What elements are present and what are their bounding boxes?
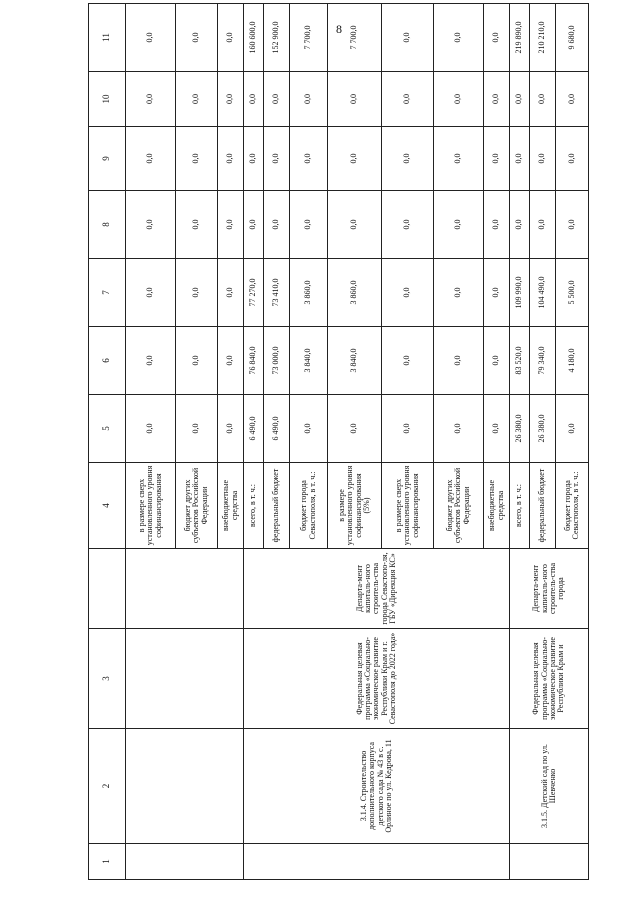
value-cell: 0,0: [244, 127, 264, 191]
value-cell: 7 700,0: [328, 4, 382, 72]
value-cell: 0,0: [530, 191, 556, 259]
page-number: 8: [336, 22, 342, 36]
value-cell: 83 520,0: [510, 327, 530, 395]
header-cell-2: 2: [89, 729, 126, 844]
value-cell: 6 490,0: [244, 395, 264, 463]
value-cell: 7 700,0: [290, 4, 328, 72]
value-cell: 0,0: [176, 395, 218, 463]
value-cell: 0,0: [328, 127, 382, 191]
value-cell: 0,0: [218, 72, 244, 127]
value-cell: 0,0: [264, 191, 290, 259]
value-cell: 79 340,0: [530, 327, 556, 395]
value-cell: 0,0: [484, 4, 510, 72]
number-cell: [244, 844, 510, 880]
number-cell: [126, 844, 244, 880]
funding-source-cell: всего, в т. ч.:: [510, 463, 530, 549]
value-cell: 3 840,0: [290, 327, 328, 395]
value-cell: 0,0: [556, 395, 589, 463]
value-cell: 9 680,0: [556, 4, 589, 72]
value-cell: 0,0: [434, 191, 484, 259]
value-cell: 0,0: [176, 4, 218, 72]
table-body: [89, 4, 589, 880]
value-cell: 0,0: [530, 127, 556, 191]
value-cell: 0,0: [126, 191, 176, 259]
value-cell: 0,0: [244, 72, 264, 127]
value-cell: 0,0: [382, 395, 434, 463]
value-cell: 0,0: [382, 127, 434, 191]
header-cell-1: 1: [89, 844, 126, 880]
header-cell-7: 7: [89, 259, 126, 327]
executor-cell: Департа-мент капиталь-ного строитель-ства города: [510, 549, 589, 629]
value-cell: 0,0: [556, 127, 589, 191]
value-cell: 210 210,0: [530, 4, 556, 72]
header-cell-5: 5: [89, 395, 126, 463]
value-cell: 0,0: [176, 72, 218, 127]
funding-source-cell: в размере установленного уровня софинансирования (5%): [328, 463, 382, 549]
value-cell: 0,0: [434, 4, 484, 72]
funding-source-cell: бюджет других субъектов Российской Федерации: [434, 463, 484, 549]
value-cell: 0,0: [484, 259, 510, 327]
value-cell: 0,0: [484, 395, 510, 463]
value-cell: 109 990,0: [510, 259, 530, 327]
value-cell: 6 490,0: [264, 395, 290, 463]
value-cell: 0,0: [218, 327, 244, 395]
program-cell: Федеральная целевая программа «Социально-экономическое развитие Республики Крым и г. Севастополя до 2022 года»: [244, 629, 510, 729]
value-cell: 0,0: [264, 127, 290, 191]
object-name-cell: [126, 729, 244, 844]
header-cell-4: 4: [89, 463, 126, 549]
value-cell: 0,0: [290, 191, 328, 259]
executor-cell: [126, 549, 244, 629]
value-cell: 77 270,0: [244, 259, 264, 327]
value-cell: 0,0: [264, 72, 290, 127]
table-row: [244, 4, 264, 880]
header-cell-spacer: [89, 549, 126, 629]
program-cell: [126, 629, 244, 729]
value-cell: 0,0: [218, 127, 244, 191]
value-cell: 0,0: [218, 191, 244, 259]
value-cell: 0,0: [290, 127, 328, 191]
value-cell: 0,0: [484, 127, 510, 191]
value-cell: 0,0: [484, 191, 510, 259]
value-cell: 0,0: [328, 72, 382, 127]
budget-table: [88, 3, 589, 880]
header-cell-8: 8: [89, 191, 126, 259]
value-cell: 0,0: [556, 191, 589, 259]
value-cell: 0,0: [382, 259, 434, 327]
funding-source-cell: бюджет города Севастополя, в т. ч.:: [290, 463, 328, 549]
value-cell: 152 900,0: [264, 4, 290, 72]
header-cell-9: 9: [89, 127, 126, 191]
funding-source-cell: в размере сверх установленного уровня софинансирования: [382, 463, 434, 549]
value-cell: 0,0: [510, 127, 530, 191]
header-cell-11: 11: [89, 4, 126, 72]
value-cell: 104 490,0: [530, 259, 556, 327]
funding-source-cell: федеральный бюджет: [264, 463, 290, 549]
value-cell: 0,0: [126, 72, 176, 127]
value-cell: 160 600,0: [244, 4, 264, 72]
object-name-cell: 3.1.4. Строительство дополнительного корпуса детского сада № 43 в с. Орлиное по ул. Кедрова, 11: [244, 729, 510, 844]
value-cell: 0,0: [218, 4, 244, 72]
number-cell: [510, 844, 589, 880]
header-cell-6: 6: [89, 327, 126, 395]
value-cell: 0,0: [510, 191, 530, 259]
value-cell: 5 500,0: [556, 259, 589, 327]
value-cell: 0,0: [510, 72, 530, 127]
value-cell: 0,0: [382, 72, 434, 127]
value-cell: 0,0: [556, 72, 589, 127]
header-cell-10: 10: [89, 72, 126, 127]
funding-source-cell: внебюджетные средства: [218, 463, 244, 549]
value-cell: 0,0: [176, 127, 218, 191]
value-cell: 0,0: [126, 4, 176, 72]
funding-source-cell: внебюджетные средства: [484, 463, 510, 549]
value-cell: 3 860,0: [290, 259, 328, 327]
value-cell: 0,0: [126, 395, 176, 463]
value-cell: 0,0: [290, 72, 328, 127]
table-row: [510, 4, 530, 880]
value-cell: 219 890,0: [510, 4, 530, 72]
program-cell: Федеральная целевая программа «Социально-экономическое развитие Республики Крым и: [510, 629, 589, 729]
table-row: [126, 4, 176, 880]
value-cell: 0,0: [328, 191, 382, 259]
value-cell: 0,0: [484, 327, 510, 395]
funding-source-cell: в размере сверх установленного уровня софинансирования: [126, 463, 176, 549]
value-cell: 0,0: [382, 4, 434, 72]
value-cell: 0,0: [382, 327, 434, 395]
value-cell: 73 410,0: [264, 259, 290, 327]
header-row: [89, 4, 126, 880]
rotated-table-container: [88, 21, 580, 880]
funding-source-cell: всего, в т. ч.:: [244, 463, 264, 549]
value-cell: 0,0: [434, 327, 484, 395]
value-cell: 3 840,0: [328, 327, 382, 395]
value-cell: 0,0: [484, 72, 510, 127]
value-cell: 0,0: [290, 395, 328, 463]
header-cell-3: 3: [89, 629, 126, 729]
value-cell: 0,0: [176, 327, 218, 395]
executor-cell: Департа-мент капиталь-ного строитель-ства города Севастопо-ля, ГБУ «Дирекция КС»: [244, 549, 510, 629]
value-cell: 4 180,0: [556, 327, 589, 395]
value-cell: 76 840,0: [244, 327, 264, 395]
value-cell: 0,0: [176, 191, 218, 259]
value-cell: 73 000,0: [264, 327, 290, 395]
value-cell: 0,0: [176, 259, 218, 327]
value-cell: 0,0: [434, 127, 484, 191]
value-cell: 0,0: [126, 127, 176, 191]
value-cell: 0,0: [434, 72, 484, 127]
value-cell: 0,0: [434, 395, 484, 463]
object-name-cell: 3.1.5. Детский сад по ул. Шевченко: [510, 729, 589, 844]
funding-source-cell: федеральный бюджет: [530, 463, 556, 549]
value-cell: 0,0: [530, 72, 556, 127]
value-cell: 3 860,0: [328, 259, 382, 327]
value-cell: 0,0: [244, 191, 264, 259]
value-cell: 0,0: [126, 259, 176, 327]
value-cell: 0,0: [434, 259, 484, 327]
value-cell: 0,0: [328, 395, 382, 463]
value-cell: 0,0: [382, 191, 434, 259]
value-cell: 0,0: [126, 327, 176, 395]
value-cell: 0,0: [218, 259, 244, 327]
value-cell: 0,0: [218, 395, 244, 463]
funding-source-cell: бюджет других субъектов Российской Федерации: [176, 463, 218, 549]
value-cell: 26 380,0: [530, 395, 556, 463]
value-cell: 26 380,0: [510, 395, 530, 463]
funding-source-cell: бюджет города Севастополя, в т. ч.:: [556, 463, 589, 549]
